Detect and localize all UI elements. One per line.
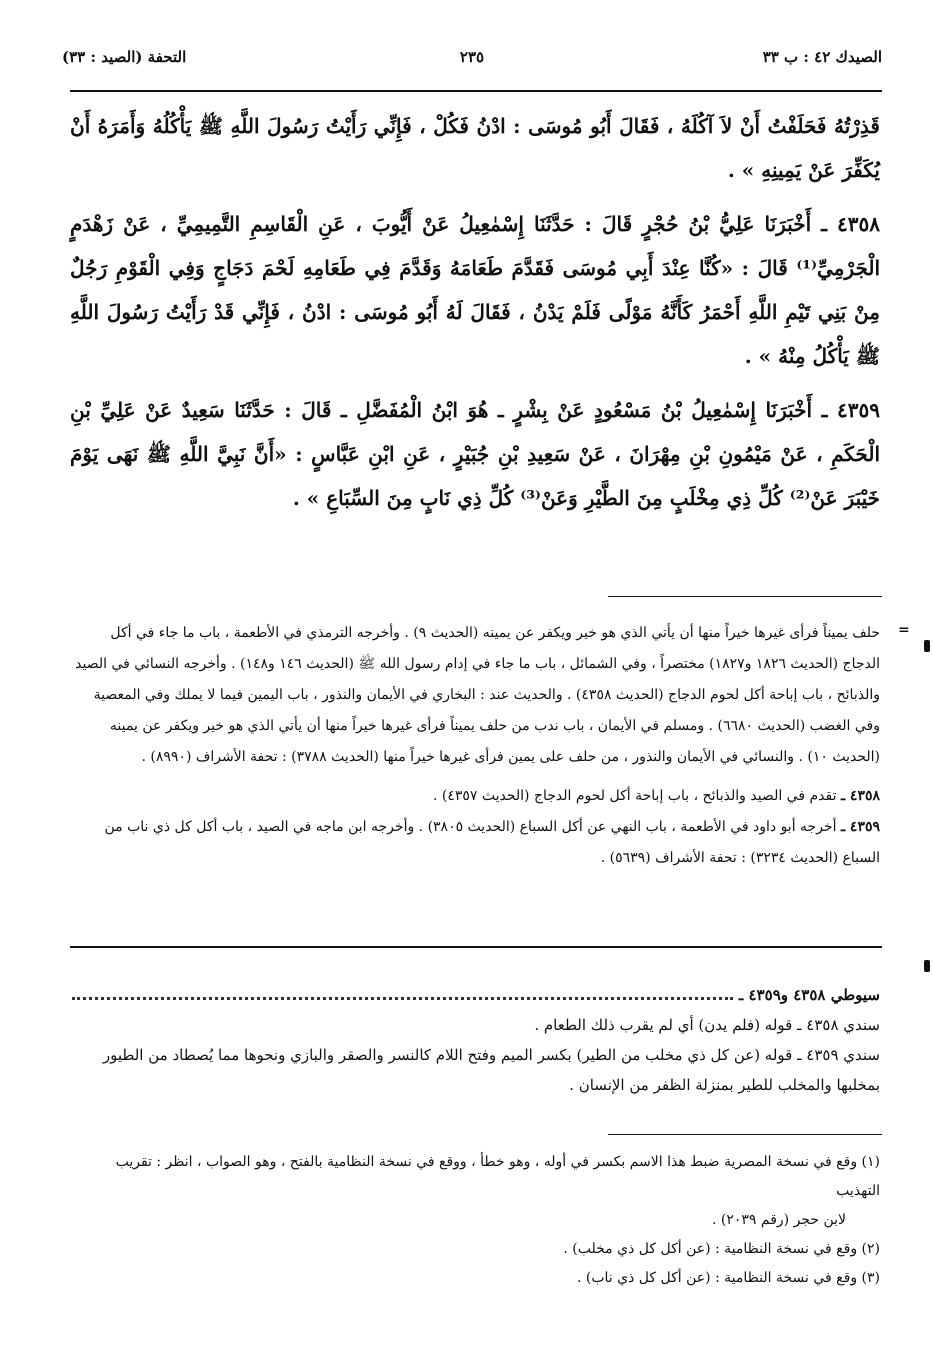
suyuti-label: سيوطي ٤٣٥٨ و٤٣٥٩ ـ	[738, 986, 880, 1004]
footnote-rule	[608, 1134, 882, 1135]
hadith-body: أَخْبَرَنَا عَلِيُّ بْنُ حُجْرٍ قَالَ : حَدَّثَنَا إِسْمٰعِيلُ عَنْ أَيُّوبَ ، عَنِ الْقَاسِمِ التَّمِيمِيِّ ، عَنْ زَهْدَمٍ الْجَرْمِيِّ⁽¹⁾ قَالَ : «كُنَّا عِنْدَ أَبِي مُوسَى فَقَدَّمَ طَعَامَهُ وَقَدَّمَ فِي طَعَامِهِ لَحْمَ دَجَاجٍ وَفِي الْقَوْمِ رَجُلٌ مِنْ بَنِي تَيْمِ اللَّهِ أَحْمَرُ كَأَنَّهُ مَوْلًى فَلَمْ يَدْنُ ، فَقَالَ لَهُ أَبُو مُوسَى : ادْنُ ، فَإِنِّي قَدْ رَأَيْتُ رَسُولَ اللَّهِ ﷺ يَأْكُلُ مِنْهُ » .	[70, 212, 880, 368]
hadith-body: أَخْبَرَنَا إِسْمٰعِيلُ بْنُ مَسْعُودٍ عَنْ بِشْرٍ ـ هُوَ ابْنُ الْمُفَضَّلِ ـ قَالَ : حَدَّثَنَا سَعِيدٌ عَنْ عَلِيِّ بْنِ الْحَكَمِ ، عَنْ مَيْمُونِ بْنِ مِهْرَانَ ، عَنْ سَعِيدِ بْنِ جُبَيْرٍ ، عَنِ ابْنِ عَبَّاسٍ : «أَنَّ نَبِيَّ اللَّهِ ﷺ نَهَى يَوْمَ خَيْبَرَ عَنْ⁽²⁾ كُلِّ ذِي مِخْلَبٍ مِنَ الطَّيْرِ وَعَنْ⁽³⁾ كُلِّ ذِي نَابٍ مِنَ السِّبَاعِ » .	[70, 398, 880, 510]
page-number: ٢٣٥	[459, 48, 485, 66]
footnote-1: (١) وقع في نسخة المصرية ضبط هذا الاسم بكسر في أوله ، وهو خطأ ، ووقع في نسخة النظامية بالفتح ، وهو الصواب ، انظر : تقريب التهذيب	[115, 1154, 880, 1199]
hadith-number: ٤٣٥٨ ـ	[821, 212, 880, 236]
hadith-text	[70, 104, 880, 520]
header-right: الصيدك ٤٢ : ب ٣٣	[762, 48, 882, 66]
footnote-2: (٢) وقع في نسخة النظامية : (عن أكل كل ذي مخلب) .	[563, 1241, 880, 1257]
notes-rule	[608, 596, 882, 597]
dotted-leader	[72, 997, 733, 1000]
continuation-mark: =	[898, 622, 910, 638]
margin-mark	[924, 640, 930, 652]
commentary-rule	[70, 946, 882, 948]
continuation-text: قَذِرْتُهُ فَحَلَفْتُ أَنْ لاَ آكُلَهُ ، فَقَالَ أَبُو مُوسَى : ادْنُ فَكُلْ ، فَإِنِّي رَأَيْتُ رَسُولَ اللَّهِ ﷺ يَأْكُلُهُ وَأَمَرَهُ أَنْ يُكَفِّرَ عَنْ يَمِينِهِ » .	[70, 114, 880, 182]
note-number: ٤٣٥٨ ـ	[840, 788, 880, 804]
note-4359	[72, 812, 880, 874]
footnotes	[72, 1148, 880, 1293]
sindi-4359: سندي ٤٣٥٩ ـ قوله (عن كل ذي مخلب من الطير) بكسر الميم وفتح اللام كالنسر والصقر والبازي ونحوها مما يُصطاد من الطيور بمخلبها والمخلب للطير بمنزلة الظفر من الإنسان .	[102, 1046, 880, 1094]
commentary	[72, 980, 880, 1100]
hadith-4359	[70, 388, 880, 520]
note-body: أخرجه أبو داود في الأطعمة ، باب النهي عن أكل السباع (الحديث ٣٨٠٥) . وأخرجه ابن ماجه في الصيد ، باب أكل كل ذي ناب من السباع (الحديث ٣٢٣٤) : تحفة الأشراف (٥٦٣٩) .	[104, 819, 880, 866]
takhrij-notes	[72, 618, 880, 874]
page-header	[62, 44, 882, 74]
footnote-3: (٣) وقع في نسخة النظامية : (عن أكل كل ذي ناب) .	[576, 1270, 880, 1286]
header-rule	[70, 90, 882, 92]
suyuti-heading	[72, 980, 880, 1010]
hadith-number: ٤٣٥٩ ـ	[821, 398, 880, 422]
sindi-4358: سندي ٤٣٥٨ ـ قوله (فلم يدن) أي لم يقرب ذلك الطعام .	[534, 1016, 880, 1034]
header-left: التحفة (الصيد : ٣٣)	[62, 48, 187, 66]
hadith-4358	[70, 202, 880, 378]
note-number: ٤٣٥٩ ـ	[840, 819, 880, 835]
note-continuation: حلف يميناً فرأى غيرها خيراً منها أن يأتي الذي هو خير ويكفر عن يمينه (الحديث ٩) . وأخرجه الترمذي في الأطعمة ، باب ما جاء في أكل الدجاج (الحديث ١٨٢٦ و١٨٢٧) مختصراً ، وفي الشمائل ، باب ما جاء في إدام رسول الله ﷺ (الحديث ١٤٦ و١٤٨) . وأخرجه النسائي في الصيد والذبائح ، باب إباحة أكل لحوم الدجاج (الحديث ٤٣٥٨) . والحديث عند : البخاري في الأيمان والنذور ، باب اليمين فيما لا يملك وفي المعصية وفي الغضب (الحديث ٦٦٨٠) . ومسلم في الأيمان ، باب ندب من حلف يميناً فرأى غيرها خيراً منها أن يأتي الذي هو خير ويكفر عن يمينه (الحديث ١٠) . والنسائي في الأيمان والنذور ، من حلف على يمين فرأى غيرها خيراً منها (الحديث ٣٧٨٨) : تحفة الأشراف (٨٩٩٠) .	[75, 625, 880, 765]
note-4358	[72, 781, 880, 812]
note-body: تقدم في الصيد والذبائح ، باب إباحة أكل لحوم الدجاج (الحديث ٤٣٥٧) .	[432, 788, 837, 804]
margin-mark	[924, 960, 930, 972]
footnote-1-cont: لابن حجر (رقم ٢٠٣٩) .	[712, 1212, 846, 1228]
